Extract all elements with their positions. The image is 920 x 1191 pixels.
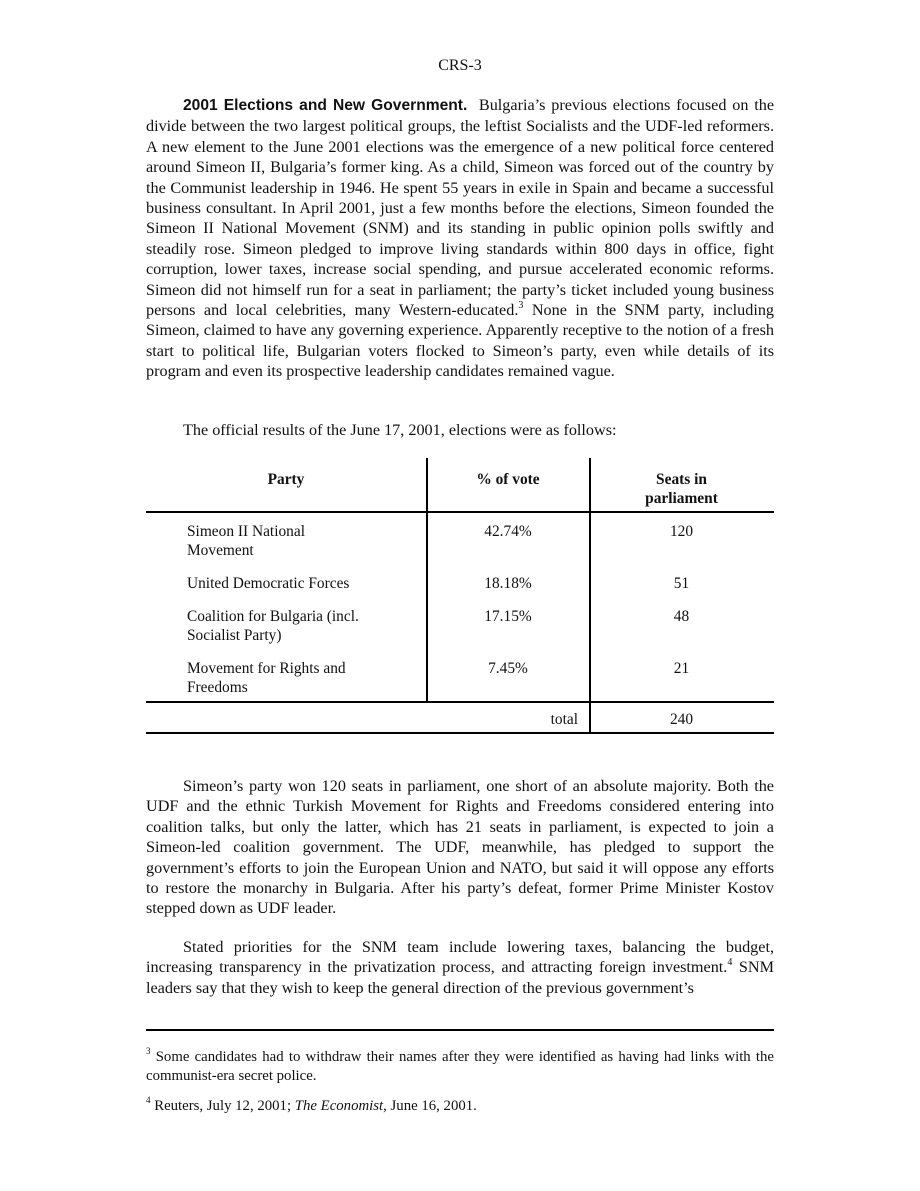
- section-paragraph-elections: [146, 95, 774, 382]
- paragraph-text: Stated priorities for the SNM team include lowering taxes, balancing the budget, increasing transparency in the privatization process, and attracting foreign investment.: [146, 938, 774, 977]
- column-header-party: Party: [267, 471, 305, 488]
- table-cell-party: United Democratic Forces: [187, 575, 350, 592]
- table-rule: [146, 701, 774, 703]
- footnote-publication: The Economist: [294, 1098, 384, 1114]
- table-cell-party: Movement for Rights and Freedoms: [187, 660, 346, 696]
- table-cell-seats: 51: [673, 575, 690, 592]
- table-cell-party: Coalition for Bulgaria (incl. Socialist Party): [187, 608, 359, 644]
- table-cell-vote: 42.74%: [484, 523, 532, 540]
- paragraph-text-cont: None in the SNM party, including Simeon, claimed to have any governing experience. Apparently receptive to the notion of a fresh start to political life, Bulgarian voters flocked to Simeon’s party, even while details of its program and even its prospective leadership candidates remained vague.: [146, 301, 775, 381]
- results-intro: The official results of the June 17, 2001, elections were as follows:: [183, 421, 617, 439]
- table-cell-vote: 7.45%: [488, 660, 528, 677]
- footnote-4: [146, 1097, 774, 1116]
- table-cell-seats: 21: [673, 660, 690, 677]
- table-total-label: total: [550, 711, 578, 728]
- footnote-ref-4[interactable]: 4: [727, 957, 733, 969]
- footnote-divider: [146, 1029, 774, 1031]
- column-header-vote: % of vote: [476, 471, 540, 488]
- table-cell-vote: 18.18%: [484, 575, 532, 592]
- paragraph-coalition: Simeon’s party won 120 seats in parliament, one short of an absolute majority. Both the UDF and the ethnic Turkish Movement for Rights and Freedoms considered entering into coalition talks, but only the latter, which has 21 seats in parliament, is expected to join a Simeon-led coalition government. The UDF, meanwhile, has pledged to support the government’s efforts to join the European Union and NATO, but said it will oppose any efforts to restore the monarchy in Bulgaria. After his party’s defeat, former Prime Minister Kostov stepped down as UDF leader.: [146, 777, 774, 918]
- page-header: CRS-3: [438, 57, 482, 74]
- table-rule: [146, 511, 774, 513]
- footnote-number: 4: [146, 1095, 151, 1106]
- paragraph-priorities: [146, 937, 774, 998]
- column-header-seats: Seats in parliament: [645, 471, 718, 507]
- table-cell-party: Simeon II National Movement: [187, 523, 305, 559]
- table-cell-seats: 120: [669, 523, 694, 540]
- section-heading: 2001 Elections and New Government.: [183, 97, 468, 114]
- footnote-number: 3: [146, 1046, 151, 1057]
- footnote-text: Reuters, July 12, 2001;: [150, 1098, 295, 1114]
- footnote-ref-3[interactable]: 3: [518, 299, 524, 311]
- footnote-3: [146, 1048, 774, 1086]
- paragraph-text-cont: SNM leaders say that they wish to keep the general direction of the previous government’s: [146, 958, 774, 997]
- table-cell-seats: 48: [673, 608, 690, 625]
- footnote-text-cont: , June 16, 2001.: [383, 1098, 477, 1114]
- table-rule: [146, 732, 774, 734]
- table-cell-vote: 17.15%: [484, 608, 532, 625]
- paragraph-text: Bulgaria’s previous elections focused on the divide between the two largest political groups, the leftist Socialists and the UDF-led reformers. A new element to the June 2001 elections was the emergence of a new political force centered around Simeon II, Bulgaria’s former king. As a child, Simeon was forced out of the country by the Communist leadership in 1946. He spent 55 years in exile in Spain and became a successful business consultant. In April 2001, just a few months before the elections, Simeon founded the Simeon II National Movement (SNM) and its standing in public opinion polls swiftly and steadily rose. Simeon pledged to improve living standards within 800 days in office, fight corruption, lower taxes, increase social spending, and pursue accelerated economic reforms. Simeon did not himself run for a seat in parliament; the party’s ticket included young business persons and local celebrities, many Western-educated.: [146, 96, 774, 320]
- table-total-seats: 240: [669, 711, 694, 728]
- footnote-text: Some candidates had to withdraw their names after they were identified as having had links with the communist-era secret police.: [146, 1049, 774, 1084]
